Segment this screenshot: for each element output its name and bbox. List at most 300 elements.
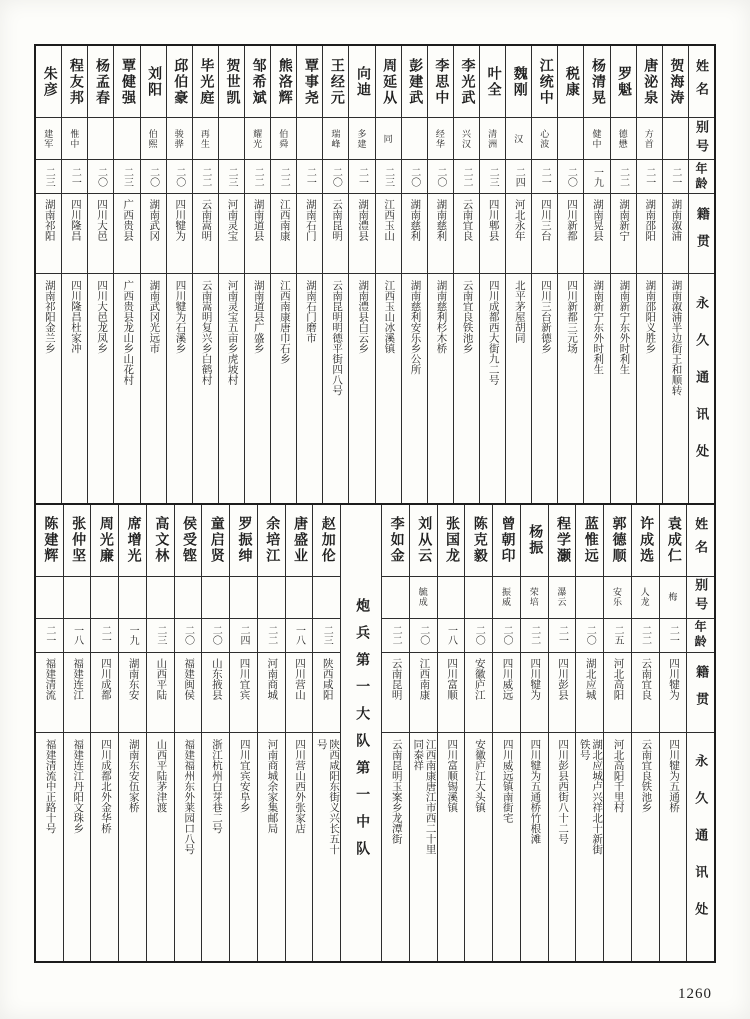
person-address-text: 四川威远镇南街宅 <box>501 738 513 823</box>
person-column <box>285 505 313 962</box>
person-native-place <box>202 653 229 733</box>
person-age-text: 二〇 <box>584 625 596 645</box>
person-column <box>87 46 113 503</box>
person-age <box>438 619 465 653</box>
person-alias-text: 同 <box>382 133 393 144</box>
person-alias <box>258 577 285 619</box>
person-age-text: 二二 <box>617 166 629 187</box>
person-address-text: 云南宜良铁池乡 <box>461 280 473 354</box>
person-age-text: 二三 <box>487 166 499 187</box>
person-name <box>663 46 688 118</box>
person-alias <box>271 118 296 160</box>
person-name <box>313 505 340 577</box>
unit-label: 炮兵第一大队第一中队 <box>354 597 370 868</box>
person-alias <box>493 577 520 619</box>
person-age-text: 二〇 <box>95 166 107 187</box>
header-name-label-text: 姓名 <box>693 517 709 563</box>
person-address <box>382 733 409 962</box>
person-name <box>193 46 218 118</box>
person-address <box>604 733 631 962</box>
person-native-place <box>297 194 322 274</box>
person-address-text: 北平茅屋胡同 <box>513 280 525 343</box>
person-name <box>549 505 576 577</box>
person-age-text: 二〇 <box>147 166 159 187</box>
person-column <box>453 46 479 503</box>
person-native-place-text: 四川富顺 <box>446 657 458 700</box>
person-age-text: 二〇 <box>330 166 342 187</box>
person-age-text: 二一 <box>669 166 681 187</box>
person-address <box>549 733 576 962</box>
person-name <box>36 505 63 577</box>
person-alias-text: 伯熙 <box>147 128 158 149</box>
person-native-place <box>64 653 91 733</box>
person-age-text: 二〇 <box>173 166 185 187</box>
person-native-place <box>245 194 270 274</box>
person-alias <box>558 118 583 160</box>
person-address-text: 湖南新宁东外时利生 <box>592 280 604 375</box>
person-address-text: 云南宜良铁池乡 <box>640 738 652 812</box>
person-native-place-text: 湖南东安 <box>127 657 139 700</box>
person-native-place-text: 广西贵县 <box>122 199 134 241</box>
header-address-label <box>687 733 714 962</box>
person-alias-text: 安乐 <box>611 587 622 607</box>
person-age <box>147 619 174 653</box>
person-native-place-text: 河北永年 <box>513 199 525 241</box>
person-native-place <box>313 653 340 733</box>
person-alias <box>549 577 576 619</box>
person-column <box>662 46 688 503</box>
person-name <box>376 46 401 118</box>
person-column <box>118 505 146 962</box>
person-name-text: 童启贤 <box>208 516 224 564</box>
person-name-text: 税康 <box>563 65 579 98</box>
person-name-text: 郭德顺 <box>610 516 626 564</box>
person-address <box>454 274 479 503</box>
person-column <box>636 46 662 503</box>
person-alias <box>532 118 557 160</box>
person-native-place <box>36 194 61 274</box>
person-column <box>322 46 348 503</box>
person-address <box>349 274 374 503</box>
person-address <box>376 274 401 503</box>
person-name-text: 周延从 <box>381 57 397 106</box>
person-name <box>271 46 296 118</box>
person-address-text: 安徽庐江大头镇 <box>473 738 485 812</box>
person-native-place-text: 福建清流 <box>44 657 56 700</box>
person-alias-text: 健中 <box>591 128 602 149</box>
person-native-place <box>558 194 583 274</box>
person-name-text: 余培江 <box>264 516 280 564</box>
person-address-text: 湖南石门磨市 <box>305 280 316 343</box>
person-age-text: 一八 <box>71 625 83 645</box>
person-address-text: 福建福州东外莱园口八号 <box>183 738 195 854</box>
header-alias-label-text: 别号 <box>693 578 709 616</box>
person-native-place-text: 湖南石门 <box>304 199 316 241</box>
person-alias <box>576 577 603 619</box>
header-column <box>688 46 714 503</box>
person-address-text: 江西南康唐巾石乡 <box>278 280 290 364</box>
person-name <box>230 505 257 577</box>
person-alias <box>438 577 465 619</box>
header-name-label <box>687 505 714 577</box>
person-address-text: 湖南溆浦半边街王和顺转 <box>670 280 682 396</box>
person-native-place-text: 湖南慈利 <box>409 199 421 241</box>
person-native-place <box>376 194 401 274</box>
person-native-place <box>604 653 631 733</box>
person-native-place-text: 四川隆昌 <box>69 199 81 241</box>
person-alias <box>36 577 63 619</box>
person-address-text: 四川犍为石溪乡 <box>174 280 186 354</box>
person-age-text: 二〇 <box>434 166 446 187</box>
person-native-place-text: 云南昆明 <box>390 657 402 700</box>
person-age-text: 二二 <box>278 166 290 187</box>
roster-table-bottom <box>36 505 714 962</box>
person-native-place <box>611 194 636 274</box>
person-name-text: 王经元 <box>328 57 344 106</box>
person-native-place <box>532 194 557 274</box>
person-name-text: 罗振绅 <box>236 516 252 564</box>
person-native-place <box>91 653 118 733</box>
person-address-text: 四川隆昌杜家冲 <box>70 280 82 354</box>
person-age-text: 二〇 <box>417 625 429 645</box>
person-alias-text: 多建 <box>356 128 367 149</box>
person-name <box>428 46 453 118</box>
person-age-text: 二一 <box>539 166 551 187</box>
person-column <box>583 46 609 503</box>
person-address <box>119 733 146 962</box>
person-name-text: 覃事尧 <box>302 57 318 106</box>
person-native-place <box>660 653 687 733</box>
person-age-text: 一九 <box>591 166 603 187</box>
person-native-place-text: 湖南慈利 <box>435 199 447 241</box>
person-native-place <box>632 653 659 733</box>
person-address <box>297 274 322 503</box>
person-address <box>64 733 91 962</box>
person-column <box>257 505 285 962</box>
person-alias <box>219 118 244 160</box>
person-native-place <box>36 653 63 733</box>
person-address <box>323 274 348 503</box>
person-column <box>557 46 583 503</box>
person-native-place <box>147 653 174 733</box>
person-native-place-text: 河南灵宝 <box>226 199 238 241</box>
person-age <box>62 160 87 194</box>
person-native-place <box>382 653 409 733</box>
person-address <box>632 733 659 962</box>
person-native-place-text: 四川彭县 <box>557 657 568 700</box>
person-column <box>520 505 548 962</box>
person-native-place-text: 四川郫县 <box>487 199 499 241</box>
person-age-text: 二二 <box>390 625 402 645</box>
person-age-text: 一八 <box>445 625 457 645</box>
person-alias <box>297 118 322 160</box>
person-age-text: 二二 <box>252 166 264 187</box>
person-column <box>244 46 270 503</box>
person-alias <box>521 577 548 619</box>
header-alias-label-text: 别号 <box>693 119 709 158</box>
person-alias-text: 再生 <box>199 128 210 149</box>
person-age <box>506 160 531 194</box>
person-column <box>229 505 257 962</box>
person-name-text: 魏刚 <box>511 65 527 98</box>
person-age-text: 二二 <box>265 625 277 645</box>
person-alias <box>286 577 313 619</box>
person-native-place-text: 河北高阳 <box>612 657 624 700</box>
person-alias-text: 振威 <box>501 587 511 607</box>
person-address-text: 四川彭县西街八十二号 <box>557 738 569 844</box>
person-column <box>146 505 174 962</box>
header-age-label-text: 年龄 <box>693 161 708 192</box>
person-column <box>140 46 166 503</box>
person-alias-text: 耀光 <box>252 128 263 149</box>
person-alias-text: 建军 <box>43 128 54 149</box>
person-alias-text: 经华 <box>434 128 445 149</box>
person-column <box>401 46 427 503</box>
person-name <box>64 505 91 577</box>
person-native-place <box>410 653 437 733</box>
person-age <box>558 160 583 194</box>
person-alias <box>402 118 427 160</box>
person-native-place-text: 陕西咸阳 <box>321 657 333 700</box>
person-address <box>493 733 520 962</box>
person-age-text: 二三 <box>321 625 333 645</box>
person-age-text: 二一 <box>99 625 111 645</box>
person-address <box>438 733 465 962</box>
person-age <box>465 619 492 653</box>
person-address-text: 湖南慈利安乐乡公所 <box>409 280 421 375</box>
person-address-text: 湖南祁阳金兰乡 <box>43 280 55 354</box>
person-age <box>532 160 557 194</box>
person-age-text: 二一 <box>556 625 568 645</box>
person-name <box>62 46 87 118</box>
person-native-place-text: 四川新都 <box>565 199 577 241</box>
person-age <box>114 160 139 194</box>
person-age-text: 二四 <box>238 625 250 645</box>
person-address <box>36 274 61 503</box>
person-name-text: 张仲坚 <box>70 516 86 564</box>
person-address <box>584 274 609 503</box>
person-name <box>584 46 609 118</box>
person-age-text: 二一 <box>667 625 679 645</box>
person-age <box>493 619 520 653</box>
page-number: 1260 <box>678 986 712 1002</box>
person-native-place-text: 四川犍为 <box>667 657 679 700</box>
person-age <box>271 160 296 194</box>
person-age <box>632 619 659 653</box>
person-address <box>637 274 662 503</box>
header-address-label-text: 永久通讯处 <box>693 754 709 940</box>
person-native-place <box>230 653 257 733</box>
person-name-text: 彭建武 <box>407 57 423 106</box>
person-address <box>175 733 202 962</box>
person-name-text: 周光廉 <box>97 516 113 564</box>
person-name-text: 杨清晃 <box>590 57 606 106</box>
person-column <box>610 46 636 503</box>
person-column <box>192 46 218 503</box>
person-age <box>219 160 244 194</box>
person-name <box>410 505 437 577</box>
person-address <box>167 274 192 503</box>
person-name <box>219 46 244 118</box>
header-address-label <box>689 274 714 503</box>
person-native-place <box>193 194 218 274</box>
person-address <box>558 274 583 503</box>
person-age <box>549 619 576 653</box>
person-column <box>90 505 118 962</box>
person-native-place <box>521 653 548 733</box>
unit-divider-column <box>340 505 381 962</box>
person-age-text: 二二 <box>460 166 472 187</box>
person-name-text: 陈克毅 <box>471 516 487 564</box>
roster-table-top <box>36 46 714 505</box>
person-native-place-text: 湖南道县 <box>252 199 264 241</box>
person-column <box>312 505 340 962</box>
person-name-text: 席增光 <box>125 516 141 564</box>
person-column <box>218 46 244 503</box>
person-age-text: 二〇 <box>501 625 512 645</box>
person-age <box>480 160 505 194</box>
person-native-place-text: 四川三台 <box>539 199 551 241</box>
person-native-place-text: 安徽庐江 <box>473 657 485 700</box>
person-age <box>258 619 285 653</box>
person-column <box>375 46 401 503</box>
person-name-text: 叶全 <box>485 65 501 98</box>
person-native-place <box>506 194 531 274</box>
person-name-text: 侯受铿 <box>181 516 197 564</box>
person-name <box>349 46 374 118</box>
person-native-place-text: 四川大邑 <box>95 199 107 241</box>
person-age <box>313 619 340 653</box>
person-address-text: 四川宜宾安阜乡 <box>238 738 250 812</box>
person-address-text: 云南昆明明德平街四八号 <box>331 280 343 396</box>
person-alias <box>323 118 348 160</box>
person-address <box>219 274 244 503</box>
person-alias <box>245 118 270 160</box>
person-name-text: 蓝惟远 <box>582 516 598 564</box>
person-address <box>402 274 427 503</box>
person-alias <box>141 118 166 160</box>
person-age-text: 二二 <box>639 625 651 645</box>
person-age <box>663 160 688 194</box>
person-name-text: 程友邦 <box>67 57 83 106</box>
person-name <box>521 505 548 577</box>
person-name-text: 李思中 <box>433 57 449 106</box>
person-native-place <box>549 653 576 733</box>
person-address <box>141 274 166 503</box>
person-alias-text: 兴汉 <box>460 128 471 149</box>
person-native-place <box>219 194 244 274</box>
person-alias-text: 荣培 <box>528 587 539 607</box>
person-native-place-text: 江西南康 <box>418 657 430 700</box>
person-column <box>166 46 192 503</box>
person-name <box>558 46 583 118</box>
person-column <box>348 46 374 503</box>
person-name <box>119 505 146 577</box>
person-name-text: 朱彦 <box>41 65 57 98</box>
person-age-text: 二〇 <box>408 166 420 187</box>
person-alias-text: 人龙 <box>639 587 650 607</box>
person-address-text: 四川三台新德乡 <box>539 280 551 354</box>
person-alias <box>147 577 174 619</box>
header-alias-label <box>689 118 714 160</box>
person-address-text: 云南嵩明复兴乡白鹤村 <box>200 280 212 385</box>
person-age-text: 二〇 <box>565 166 577 187</box>
person-address <box>576 733 603 962</box>
person-alias-text: 汉 <box>513 133 524 144</box>
person-alias <box>632 577 659 619</box>
person-name <box>91 505 118 577</box>
person-alias <box>349 118 374 160</box>
person-native-place-text: 湖南新宁 <box>618 199 630 241</box>
person-native-place <box>402 194 427 274</box>
header-native-place-label <box>687 653 714 733</box>
person-native-place <box>114 194 139 274</box>
person-name <box>141 46 166 118</box>
person-native-place-text: 湖南澧县 <box>357 199 369 241</box>
person-age-text: 二三 <box>382 166 394 187</box>
person-age <box>604 619 631 653</box>
person-native-place-text: 湖南溆浦 <box>670 199 682 241</box>
header-native-place-label <box>689 194 714 274</box>
header-column <box>686 505 714 962</box>
person-address <box>480 274 505 503</box>
person-address <box>62 274 87 503</box>
person-address <box>258 733 285 962</box>
person-age-text: 二三 <box>225 166 237 187</box>
person-native-place <box>493 653 520 733</box>
person-native-place <box>584 194 609 274</box>
person-native-place-text: 云南宜良 <box>640 657 652 700</box>
person-alias-text: 德懋 <box>617 128 628 149</box>
person-address <box>428 274 453 503</box>
person-name <box>258 505 285 577</box>
person-address <box>91 733 118 962</box>
person-native-place-text: 湖南晃县 <box>592 199 604 241</box>
person-age-text: 二〇 <box>182 625 194 645</box>
person-address-text: 四川营山西外张家店 <box>294 738 306 833</box>
person-name-text: 唐盛业 <box>291 516 307 564</box>
person-column <box>531 46 557 503</box>
person-age <box>376 160 401 194</box>
person-address <box>611 274 636 503</box>
person-name <box>506 46 531 118</box>
person-age <box>637 160 662 194</box>
person-native-place-text: 云南宜良 <box>461 199 473 241</box>
person-name <box>660 505 687 577</box>
person-alias <box>480 118 505 160</box>
person-name-text: 贺海涛 <box>668 57 684 106</box>
person-age-text: 二四 <box>513 166 525 187</box>
person-name-text: 唐泌泉 <box>642 57 658 106</box>
person-alias <box>64 577 91 619</box>
person-native-place-text: 湖南武冈 <box>148 199 160 241</box>
person-age-text: 二二 <box>528 625 540 645</box>
person-column <box>505 46 531 503</box>
person-native-place-text: 云南嵩明 <box>200 199 212 241</box>
person-address <box>660 733 687 962</box>
person-alias <box>382 577 409 619</box>
person-age-text: 二〇 <box>210 625 222 645</box>
person-age-text: 一九 <box>127 625 139 645</box>
person-name <box>147 505 174 577</box>
person-alias <box>660 577 687 619</box>
person-alias <box>663 118 688 160</box>
person-address <box>506 274 531 503</box>
person-address-text: 湖南东安伍家桥 <box>127 738 139 812</box>
person-age <box>521 619 548 653</box>
person-address <box>193 274 218 503</box>
person-age-text: 二一 <box>69 166 81 187</box>
